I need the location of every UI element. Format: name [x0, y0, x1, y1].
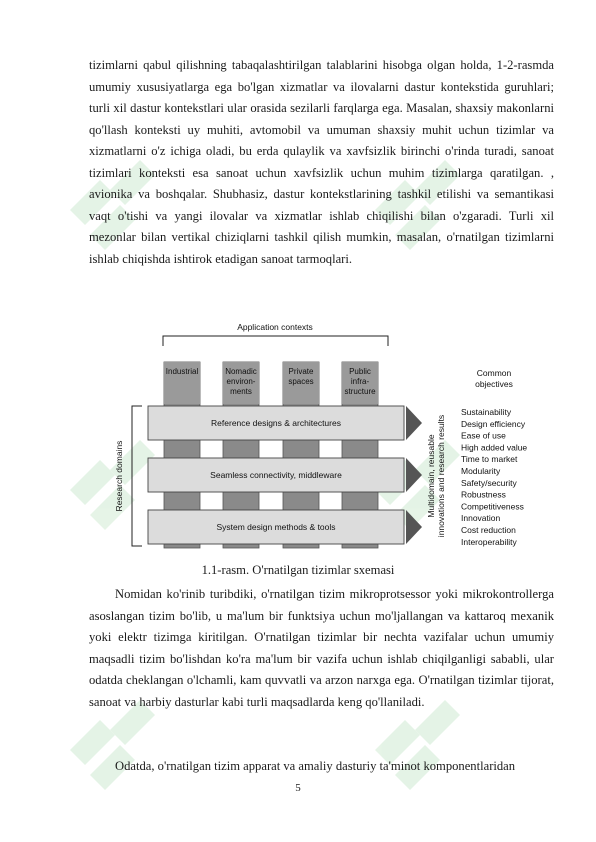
svg-text:innovations and research resul: innovations and research results — [436, 414, 446, 538]
context-label: Public — [349, 367, 371, 376]
paragraph-components: Odatda, o'rnatilgan tizim apparat va amaliy dasturiy ta'minot komponentlaridan — [115, 759, 516, 773]
context-label: ments — [230, 387, 252, 396]
objective-item: Innovation — [461, 513, 501, 524]
objectives-title: objectives — [475, 379, 513, 389]
context-label: spaces — [288, 377, 314, 386]
objective-item: Ease of use — [461, 430, 506, 441]
objective-item: High added value — [461, 442, 528, 453]
embedded-systems-diagram — [108, 318, 548, 556]
objective-item: Interoperability — [461, 536, 517, 547]
objective-item: Robustness — [461, 489, 506, 500]
domain-label-reference: Reference designs & architectures — [211, 418, 341, 428]
objective-item: Cost reduction — [461, 525, 516, 535]
svg-text:Multidomain, reusable: Multidomain, reusable — [426, 434, 436, 518]
objectives-list — [461, 407, 527, 547]
domain-label-connectivity: Seamless connectivity, middleware — [210, 470, 342, 480]
figure-caption: 1.1-rasm. O'rnatilgan tizimlar sxemasi — [201, 563, 395, 577]
objective-item: Time to market — [461, 454, 518, 465]
context-label: Nomadic — [225, 367, 257, 376]
research-domains-label: Research domains — [114, 440, 124, 512]
context-label: structure — [344, 387, 376, 396]
application-contexts-label: Application contexts — [237, 322, 313, 332]
results-label — [426, 415, 446, 537]
context-label: infra- — [350, 377, 370, 386]
paragraph-application-contexts: tizimlarni qabul qilishning tabaqalashtirilgan talablarini hisobga olgan holda, 1-2-rasmda umumiy xususiyatlarga ega bo'lgan xizmatlar va ilovalarni dastur kontekstida guruhlari; turli xil dastur kontekstlari ular orasida sezilarli farqlarga ega. Masalan, shaxsiy makonlarni qo'llash konteksti uy muhiti, avtomobil va umuman shaxsiy muhit uchun tizimlar va xizmatlarni o'z ichiga oladi, bu erda qulaylik va xavfsizlik birinchi o'rinda turadi, sanoat tizimlari konteksti esa sanoat uchun xavfsizlik uchun muhim tizimlarga qaratilgan. , avionika va boshqalar. Shubhasiz, dastur kontekstlarining tashkil etilishi va semantikasi vaqt o'tishi va yangi ilovalar va xizmatlar ishlab chiqilishi bilan o'zgaradi. Turli xil mezonlar bilan vertikal chiziqlarni tashkil qilish mumkin, masalan, o'rnatilgan tizimlarni ishlab chiqishda ishtirok etadigan sanoat tarmoqlari. — [89, 58, 554, 266]
objectives-title: Common — [476, 368, 512, 378]
objective-item: Competitiveness — [461, 501, 524, 512]
context-label: environ- — [226, 377, 256, 386]
paragraph-embedded-definition: Nomidan ko'rinib turibdiki, o'rnatilgan tizim mikroprotsessor yoki mikrokontrollerga asoslangan tizim bo'lib, u ma'lum bir funktsiya uchun mo'ljallangan va kattaroq mexanik yoki elektr tizimga kiritilgan. O'rnatilgan tizimlar bir nechta vazifalar uchun umumiy maqsadli tizim bo'lishdan ko'ra ma'lum bir vazifa uchun ishlab chiqilganligi sababli, ular odatda cheklangan o'lchamli, kam quvvatli va arzon narxga ega. O'rnatilgan tizimlar tijorat, sanoat va harbiy dasturlar kabi turli maqsadlarda keng qo'llaniladi. — [89, 587, 554, 709]
objective-item: Safety/security — [461, 477, 517, 488]
objective-item: Design efficiency — [461, 418, 526, 429]
context-label: Private — [288, 367, 314, 376]
page-number: 5 — [295, 782, 301, 794]
objective-item: Modularity — [461, 466, 501, 476]
objective-item: Sustainability — [461, 407, 512, 417]
context-label: Industrial — [165, 367, 199, 376]
domain-label-design-methods: System design methods & tools — [216, 522, 336, 532]
